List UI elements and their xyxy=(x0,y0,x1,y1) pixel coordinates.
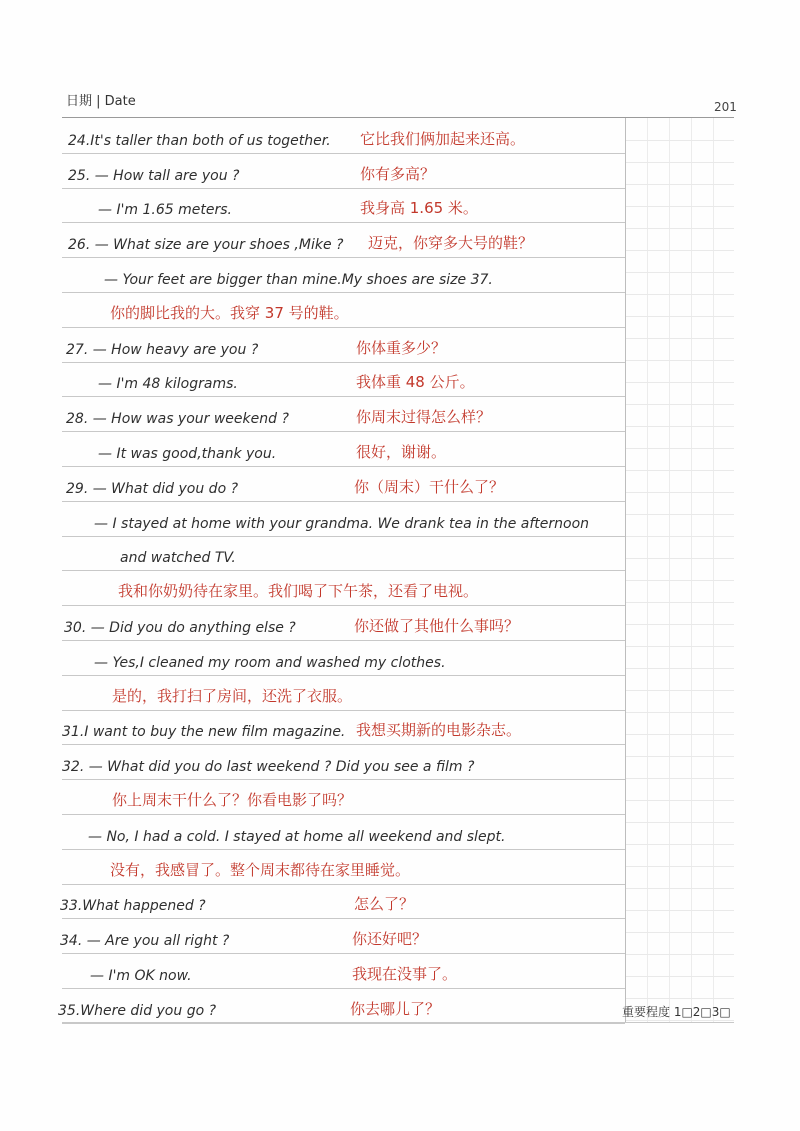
margin-grid-line xyxy=(626,954,734,955)
note-row xyxy=(0,396,625,431)
margin-grid-line xyxy=(626,360,734,361)
note-row xyxy=(0,362,625,397)
margin-grid-line xyxy=(626,448,734,449)
english-sentence: 34. — Are you all right ? xyxy=(60,933,230,950)
margin-grid-line xyxy=(626,206,734,207)
margin-grid-line xyxy=(626,624,734,625)
note-row xyxy=(0,327,625,362)
chinese-translation: 你有多高？ xyxy=(360,164,436,183)
note-row xyxy=(0,988,625,1023)
note-row xyxy=(0,536,625,571)
note-row xyxy=(0,884,625,919)
margin-grid-line xyxy=(626,558,734,559)
margin-grid-line xyxy=(626,250,734,251)
english-sentence: 25. — How tall are you ? xyxy=(68,167,240,184)
margin-grid-line xyxy=(626,338,734,339)
english-sentence: 33.What happened ? xyxy=(60,898,206,915)
margin-grid-line xyxy=(626,712,734,713)
chinese-translation: 没有，我感冒了。整个周末都待在家里睡觉。 xyxy=(110,860,411,879)
margin-grid-line xyxy=(626,866,734,867)
note-row xyxy=(0,953,625,988)
note-row xyxy=(0,710,625,745)
margin-grid-line xyxy=(626,514,734,515)
margin-grid-line xyxy=(626,536,734,537)
chinese-translation: 你上周末干什么了？你看电影了吗？ xyxy=(112,790,353,809)
margin-grid-line xyxy=(626,470,734,471)
margin-grid xyxy=(625,118,735,1023)
note-row xyxy=(0,779,625,814)
note-row xyxy=(0,188,625,223)
margin-grid-line xyxy=(626,800,734,801)
chinese-translation: 是的，我打扫了房间，还洗了衣服。 xyxy=(112,686,353,705)
english-sentence: 27. — How heavy are you ? xyxy=(66,341,259,358)
note-row xyxy=(0,640,625,675)
note-row xyxy=(0,222,625,257)
note-row xyxy=(0,918,625,953)
note-row xyxy=(0,118,625,153)
chinese-translation: 怎么了？ xyxy=(354,895,415,914)
note-row xyxy=(0,605,625,640)
note-row xyxy=(0,814,625,849)
chinese-translation: 你周末过得怎么样？ xyxy=(356,408,492,427)
margin-grid-line xyxy=(626,404,734,405)
margin-grid-line xyxy=(626,602,734,603)
note-row xyxy=(0,849,625,884)
english-sentence: 30. — Did you do anything else ? xyxy=(64,619,296,636)
margin-grid-line xyxy=(626,932,734,933)
margin-grid-line xyxy=(626,140,734,141)
english-sentence: 35.Where did you go ? xyxy=(58,1002,217,1019)
margin-grid-line xyxy=(626,580,734,581)
margin-grid-line xyxy=(626,756,734,757)
chinese-translation: 我想买期新的电影杂志。 xyxy=(356,721,522,740)
margin-grid-line xyxy=(626,492,734,493)
chinese-translation: 迈克，你穿多大号的鞋？ xyxy=(368,234,534,253)
margin-grid-line xyxy=(626,1020,734,1021)
margin-grid-line xyxy=(626,382,734,383)
english-sentence: 29. — What did you do ? xyxy=(66,480,239,497)
english-sentence: — I'm 48 kilograms. xyxy=(98,376,238,393)
english-sentence: — Your feet are bigger than mine.My shoes are size 37. xyxy=(104,271,493,288)
margin-grid-line xyxy=(626,668,734,669)
english-sentence: 32. — What did you do last weekend ? Did you see a film ? xyxy=(62,759,475,776)
margin-grid-line xyxy=(626,888,734,889)
note-row xyxy=(0,257,625,292)
note-row xyxy=(0,466,625,501)
margin-grid-line xyxy=(626,184,734,185)
margin-grid-line xyxy=(626,690,734,691)
margin-grid-line xyxy=(626,228,734,229)
chinese-translation: 你去哪儿了？ xyxy=(350,999,441,1018)
note-row xyxy=(0,744,625,779)
margin-grid-line xyxy=(626,822,734,823)
margin-grid-line xyxy=(626,162,734,163)
margin-grid-line xyxy=(626,272,734,273)
note-row xyxy=(0,153,625,188)
english-sentence: — I'm OK now. xyxy=(90,967,192,984)
english-sentence: — It was good,thank you. xyxy=(98,445,277,462)
english-sentence: — I'm 1.65 meters. xyxy=(98,202,232,219)
margin-grid-line xyxy=(626,844,734,845)
margin-grid-line xyxy=(626,734,734,735)
note-row xyxy=(0,292,625,327)
english-sentence: and watched TV. xyxy=(120,550,236,567)
english-sentence: 24.It's taller than both of us together. xyxy=(68,132,331,149)
chinese-translation: 我现在没事了。 xyxy=(352,964,458,983)
english-sentence: — No, I had a cold. I stayed at home all weekend and slept. xyxy=(88,828,506,845)
notes-area xyxy=(0,118,625,1023)
chinese-translation: 你体重多少？ xyxy=(356,338,447,357)
margin-grid-line xyxy=(626,910,734,911)
chinese-translation: 很好，谢谢。 xyxy=(356,442,447,461)
note-row xyxy=(0,570,625,605)
chinese-translation: 你（周末）干什么了？ xyxy=(354,477,505,496)
chinese-translation: 我身高 1.65 米。 xyxy=(360,199,478,218)
margin-grid-line xyxy=(626,998,734,999)
margin-grid-line xyxy=(626,426,734,427)
page-number: 201 xyxy=(714,100,737,114)
chinese-translation: 我和你奶奶待在家里。我们喝了下午茶，还看了电视。 xyxy=(118,582,479,601)
english-sentence: — I stayed at home with your grandma. We drank tea in the afternoon xyxy=(94,515,590,532)
chinese-translation: 它比我们俩加起来还高。 xyxy=(360,129,526,148)
chinese-translation: 我体重 48 公斤。 xyxy=(356,373,475,392)
english-sentence: 31.I want to buy the new film magazine. xyxy=(62,724,346,741)
english-sentence: — Yes,I cleaned my room and washed my clothes. xyxy=(94,654,446,671)
margin-grid-line xyxy=(626,976,734,977)
note-row xyxy=(0,501,625,536)
note-row xyxy=(0,675,625,710)
note-row xyxy=(0,431,625,466)
english-sentence: 26. — What size are your shoes ,Mike ? xyxy=(68,237,344,254)
margin-grid-line xyxy=(626,294,734,295)
english-sentence: 28. — How was your weekend ? xyxy=(66,411,289,428)
margin-grid-line xyxy=(626,778,734,779)
date-label: 日期 | Date xyxy=(66,94,136,109)
importance-rating: 重要程度 1□2□3□ xyxy=(622,1005,731,1019)
bottom-rule xyxy=(62,1022,734,1023)
chinese-translation: 你还好吧？ xyxy=(352,930,428,949)
margin-grid-line xyxy=(626,646,734,647)
chinese-translation: 你的脚比我的大。我穿 37 号的鞋。 xyxy=(110,303,349,322)
margin-grid-line xyxy=(626,316,734,317)
chinese-translation: 你还做了其他什么事吗？ xyxy=(354,616,520,635)
